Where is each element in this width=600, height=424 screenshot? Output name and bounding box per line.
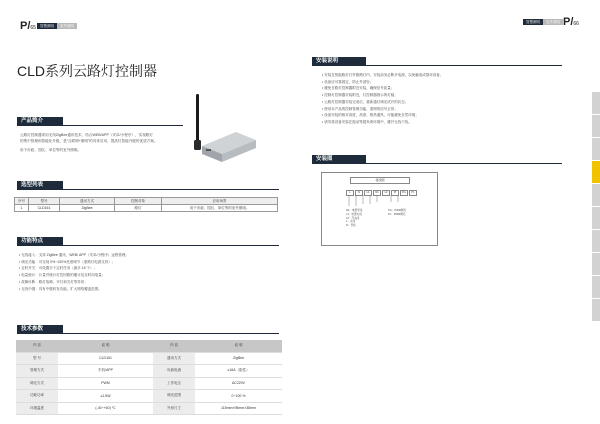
wire-lines (346, 195, 406, 207)
table-row: 环境温度 (-40~+60) ℃ 外形尺寸 115mm×95mm×38mm (16, 402, 282, 415)
wiring-legend: N1：电源零线 L1：电源火线 L2：开关线 L：火线 N：零线 (346, 209, 363, 228)
left-breadcrumb-2[interactable]: 室外照明 (57, 23, 77, 29)
table-row: 序号 型号 通讯方式 控制对象 应用场景 (15, 198, 278, 205)
side-tab-8[interactable] (592, 253, 600, 276)
left-breadcrumb-1[interactable]: 智慧照明 (37, 23, 57, 29)
right-breadcrumb-1[interactable]: 智慧照明 (523, 19, 543, 25)
install-diagram-rule (362, 163, 562, 164)
list-item: • 电量统计：计量并统计灯控回路的累计及实时用电量； (19, 273, 106, 278)
side-tab-4-active[interactable] (592, 161, 600, 184)
terminal: L (346, 190, 354, 196)
install-notes-rule (362, 65, 562, 66)
specs-heading: 技术参数 (17, 325, 63, 334)
list-item: • 云路灯控制器安装完成后，重新通灯调光试开的状态； (322, 99, 409, 104)
list-item: • 无线中继：具有中继转发功能，扩大网络覆盖范围。 (19, 286, 102, 291)
table-row: 型 号 CLD161 通讯方式 ZigBee (16, 352, 282, 365)
list-item: • 设备应可靠固定，防止外部坠； (322, 79, 374, 84)
side-tab-2[interactable] (592, 115, 600, 138)
side-tab-1[interactable] (592, 92, 600, 115)
product-photo (186, 92, 258, 162)
list-item: • 无线接入：支持 ZigBee 通讯，WEB/ APP（安卓/小程序）远程管理； (19, 253, 129, 257)
selection-rule (59, 189, 279, 190)
features-list (19, 252, 129, 292)
terminal: L2 (382, 190, 390, 196)
intro-rule (59, 125, 183, 126)
side-tab-10[interactable] (592, 299, 600, 322)
table-row: 1 CLD161 ZigBee 路灯 用于市政、园区、单位等的室外照明。 (15, 205, 278, 212)
specs-table (16, 340, 282, 415)
table-row: 管理方式 手机/APP 负载电流 ≤16A（阻性） (16, 365, 282, 378)
left-page-number: P/65 (20, 20, 36, 32)
list-item: • 使用本产品的控制管理功能，需网络信号正常； (322, 106, 398, 111)
side-tab-7[interactable] (592, 230, 600, 253)
list-item: • 定时开关：可设置多个定时任务（最多 15 个）； (19, 266, 98, 271)
selection-table (14, 197, 278, 212)
intro-heading: 产品简介 (17, 117, 63, 126)
wiring-diagram-title: 接线图 (350, 177, 410, 184)
install-diagram-heading: 安装图 (312, 155, 366, 164)
terminal: PI+ (400, 190, 408, 196)
list-item: • 避免在路灯控制器附近安装，确保信号质量； (322, 86, 395, 91)
specs-rule (59, 333, 279, 334)
features-rule (59, 245, 279, 246)
right-page-number: P/66 (563, 16, 579, 28)
table-row: 功耗功率 ≤1.5W 调光范围 0~100 % (16, 390, 282, 403)
side-tab-9[interactable] (592, 276, 600, 299)
selection-heading: 选型列表 (17, 181, 63, 190)
list-item: • 控制灯控制器安装附近，灯控制器指示的灯稳； (322, 93, 398, 98)
side-tab-3[interactable] (592, 138, 600, 161)
intro-text: 云路灯控制器采用无线ZigBee通讯技术，结合WEB/APP（安卓/小程序），实现路灯 的集中管理和智能化升级，是“互联网+照明”的具体应用，提高灯智能升级的优质方案。 用于市政、园区、单位等的室外照明。 (20, 133, 158, 152)
terminal: N1 (373, 190, 381, 196)
terminal: L1 (364, 190, 372, 196)
features-heading: 功能特点 (17, 237, 63, 246)
list-item: • 设备安装的相对高度，高度、散热通风，可能避免自然环境； (322, 113, 419, 118)
list-item: • 故障诊断：路灯故障，开灯和关灯等异常； (19, 279, 88, 284)
antenna-icon (196, 94, 199, 142)
right-breadcrumb-2[interactable]: 室外照明 (543, 19, 563, 25)
install-notes-list (322, 72, 443, 126)
list-item: • 安装在智能路灯灯杆箱路灯内，安装前务必断开电源，以免触电或损坏设备； (322, 73, 444, 77)
page-title: CLD系列云路灯控制器 (17, 63, 158, 79)
wiring-legend-right: PI+：PWM调光 PI-：PWM调光 (388, 209, 407, 216)
side-tab-5[interactable] (592, 184, 600, 207)
table-row: 内 容 说 明 内 容 说 明 (16, 340, 282, 352)
terminal: N (355, 190, 363, 196)
list-item: • 调光功能：可实现 0%~100%亮度调节（需路灯电源支持）； (19, 259, 116, 264)
table-row: 调光方式 PWM 工作电压 AC220V (16, 377, 282, 390)
terminal: PI (391, 190, 399, 196)
wiring-diagram (321, 172, 438, 246)
side-tab-6[interactable] (592, 207, 600, 230)
install-notes-heading: 安装说明 (312, 57, 366, 66)
terminal: PI- (409, 190, 417, 196)
list-item: • 请勿将设备安装在振动等超负荷环境中，避开无线干扰。 (322, 119, 412, 124)
